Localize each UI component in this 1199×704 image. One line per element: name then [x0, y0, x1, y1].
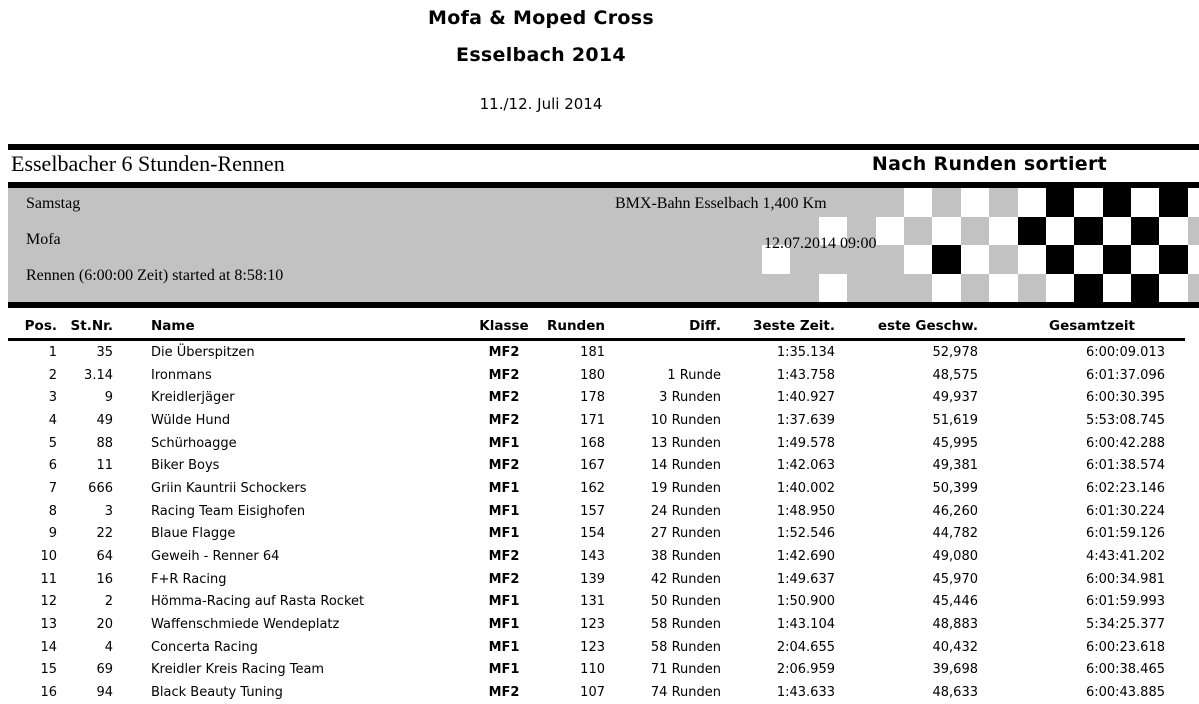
cell-st-nr: 88 [96, 435, 113, 451]
cell-name: Ironmans [151, 367, 212, 383]
header-runden: Runden [533, 308, 611, 340]
cell-runden: 157 [580, 503, 605, 519]
cell-diff: 27 Runden [650, 526, 721, 542]
checker-cell [932, 188, 960, 217]
cell-name: Kreidlerjäger [151, 390, 235, 406]
cell-name: Griin Kauntrii Schockers [151, 480, 307, 496]
checker-cell [762, 274, 790, 303]
cell-klasse: MF2 [488, 685, 520, 701]
cell-name: Racing Team Eisighofen [151, 503, 306, 519]
checker-cell [876, 245, 904, 274]
cell-pos: 2 [48, 367, 57, 383]
checker-cell [961, 188, 989, 217]
table-row [8, 636, 1185, 659]
cell-diff: 58 Runden [650, 617, 721, 633]
cell-beste-zeit: 1:40.002 [776, 480, 835, 496]
cell-beste-zeit: 1:49.578 [776, 435, 835, 451]
cell-name: Waffenschmiede Wendeplatz [151, 617, 340, 633]
table-row [8, 454, 1185, 477]
checker-cell [1159, 274, 1187, 303]
table-row [8, 659, 1185, 682]
cell-klasse: MF2 [488, 344, 520, 360]
cell-name: Geweih - Renner 64 [151, 549, 280, 565]
cell-klasse: MF1 [488, 435, 520, 451]
cell-st-nr: 4 [104, 639, 113, 655]
checker-cell [989, 217, 1017, 246]
cell-klasse: MF1 [488, 617, 520, 633]
table-row [8, 545, 1185, 568]
header-beste-zeit: 3este Zeit. [729, 308, 844, 340]
checker-cell [819, 274, 847, 303]
cell-gesamtzeit: 6:00:38.465 [1085, 662, 1165, 678]
table-row [8, 613, 1185, 636]
cell-klasse: MF1 [488, 662, 520, 678]
header-beste-geschw: este Geschw. [844, 308, 986, 340]
cell-pos: 5 [48, 435, 57, 451]
cell-name: Wülde Hund [151, 412, 231, 428]
cell-runden: 162 [580, 480, 605, 496]
cell-name: Kreidler Kreis Racing Team [151, 662, 325, 678]
cell-runden: 143 [580, 549, 605, 565]
table-row [8, 409, 1185, 432]
cell-pos: 1 [48, 344, 57, 360]
cell-geschw: 49,381 [932, 458, 978, 474]
top-divider-bar [8, 144, 1199, 150]
table-row [8, 364, 1185, 387]
checker-cell [904, 188, 932, 217]
cell-geschw: 48,633 [932, 685, 978, 701]
cell-st-nr: 11 [96, 458, 113, 474]
cell-pos: 10 [40, 549, 57, 565]
cell-name: F+R Racing [151, 571, 227, 587]
cell-beste-zeit: 1:48.950 [776, 503, 835, 519]
race-start-info: Rennen (6:00:00 Zeit) started at 8:58:10 [26, 267, 284, 284]
cell-pos: 11 [40, 571, 57, 587]
cell-runden: 167 [580, 458, 605, 474]
cell-runden: 131 [580, 594, 605, 610]
cell-st-nr: 94 [96, 685, 113, 701]
table-row [8, 386, 1185, 409]
checker-cell [961, 217, 989, 246]
table-row [8, 591, 1185, 614]
cell-beste-zeit: 1:43.758 [776, 367, 835, 383]
cell-name: Black Beauty Tuning [151, 685, 283, 701]
cell-gesamtzeit: 6:01:37.096 [1085, 367, 1165, 383]
cell-beste-zeit: 1:43.104 [776, 617, 835, 633]
cell-gesamtzeit: 5:34:25.377 [1085, 617, 1165, 633]
cell-klasse: MF1 [488, 526, 520, 542]
cell-beste-zeit: 1:35.134 [776, 344, 835, 360]
checker-cell [1131, 274, 1159, 303]
checker-cell [932, 274, 960, 303]
cell-st-nr: 20 [96, 617, 113, 633]
cell-geschw: 51,619 [932, 412, 978, 428]
cell-name: Biker Boys [151, 458, 220, 474]
cell-name: Blaue Flagge [151, 526, 236, 542]
checker-cell [1188, 188, 1199, 217]
cell-runden: 123 [580, 639, 605, 655]
checker-cell [1103, 274, 1131, 303]
cell-beste-zeit: 2:06.959 [776, 662, 835, 678]
cell-st-nr: 3 [104, 503, 113, 519]
cell-diff: 50 Runden [650, 594, 721, 610]
cell-geschw: 45,995 [932, 435, 978, 451]
checker-cell [1074, 245, 1102, 274]
cell-gesamtzeit: 6:01:38.574 [1085, 458, 1165, 474]
cell-gesamtzeit: 6:00:43.885 [1085, 685, 1165, 701]
cell-st-nr: 16 [96, 571, 113, 587]
cell-st-nr: 49 [96, 412, 113, 428]
table-row [8, 477, 1185, 500]
checker-cell [1074, 217, 1102, 246]
cell-klasse: MF2 [488, 571, 520, 587]
cell-pos: 12 [40, 594, 57, 610]
cell-diff [611, 340, 729, 364]
checker-cell [1188, 274, 1199, 303]
cell-runden: 139 [580, 571, 605, 587]
cell-diff: 19 Runden [650, 480, 721, 496]
event-date: 11./12. Juli 2014 [479, 95, 603, 113]
title-block [0, 0, 1082, 113]
cell-klasse: MF2 [488, 549, 520, 565]
checker-cell [932, 217, 960, 246]
header-gesamtzeit: Gesamtzeit [986, 308, 1185, 340]
checker-cell [932, 245, 960, 274]
cell-gesamtzeit: 6:00:34.981 [1085, 571, 1165, 587]
table-row [8, 568, 1185, 591]
checker-cell [1103, 245, 1131, 274]
cell-diff: 24 Runden [650, 503, 721, 519]
cell-runden: 110 [580, 662, 605, 678]
checker-cell [1131, 188, 1159, 217]
checker-cell [1188, 217, 1199, 246]
race-name: Esselbacher 6 Stunden-Rennen [11, 151, 285, 176]
checker-row [762, 274, 1199, 303]
cell-geschw: 45,446 [932, 594, 978, 610]
checker-cell [989, 188, 1017, 217]
cell-runden: 178 [580, 390, 605, 406]
cell-geschw: 52,978 [932, 344, 978, 360]
table-header-row [8, 308, 1185, 340]
cell-st-nr: 666 [88, 480, 113, 496]
cell-diff: 1 Runde [667, 367, 721, 383]
cell-pos: 4 [48, 412, 57, 428]
checker-cell [1074, 274, 1102, 303]
cell-pos: 3 [48, 390, 57, 406]
cell-geschw: 39,698 [932, 662, 978, 678]
checker-cell [1046, 188, 1074, 217]
checker-cell [904, 274, 932, 303]
checker-cell [961, 245, 989, 274]
cell-runden: 107 [580, 685, 605, 701]
checker-cell [876, 188, 904, 217]
cell-beste-zeit: 1:52.546 [776, 526, 835, 542]
cell-runden: 123 [580, 617, 605, 633]
checker-cell [1159, 217, 1187, 246]
checker-cell [904, 217, 932, 246]
cell-st-nr: 2 [104, 594, 113, 610]
cell-diff: 13 Runden [650, 435, 721, 451]
cell-st-nr: 9 [104, 390, 113, 406]
cell-klasse: MF2 [488, 367, 520, 383]
cell-beste-zeit: 1:49.637 [776, 571, 835, 587]
cell-pos: 8 [48, 503, 57, 519]
cell-runden: 168 [580, 435, 605, 451]
cell-pos: 7 [48, 480, 57, 496]
cell-geschw: 44,782 [932, 526, 978, 542]
cell-gesamtzeit: 4:43:41.202 [1085, 549, 1165, 565]
table-row [8, 500, 1185, 523]
cell-diff: 74 Runden [650, 685, 721, 701]
cell-klasse: MF2 [488, 458, 520, 474]
results-table [8, 308, 1185, 704]
cell-st-nr: 22 [96, 526, 113, 542]
header-name: Name [115, 308, 475, 340]
checker-cell [790, 274, 818, 303]
checker-cell [989, 245, 1017, 274]
cell-gesamtzeit: 6:00:09.013 [1085, 344, 1165, 360]
table-row [8, 340, 1185, 364]
cell-beste-zeit: 2:04.655 [776, 639, 835, 655]
cell-runden: 154 [580, 526, 605, 542]
cell-name: Schürhoagge [151, 435, 237, 451]
checker-cell [1131, 217, 1159, 246]
header-diff: Diff. [611, 308, 729, 340]
cell-beste-zeit: 1:50.900 [776, 594, 835, 610]
cell-pos: 6 [48, 458, 57, 474]
cell-gesamtzeit: 6:00:42.288 [1085, 435, 1165, 451]
cell-diff: 42 Runden [650, 571, 721, 587]
table-row [8, 432, 1185, 455]
cell-geschw: 40,432 [932, 639, 978, 655]
cell-st-nr: 69 [96, 662, 113, 678]
cell-st-nr: 35 [96, 344, 113, 360]
cell-gesamtzeit: 6:00:30.395 [1085, 390, 1165, 406]
cell-st-nr: 3.14 [84, 367, 113, 383]
race-datetime: 12.07.2014 09:00 [764, 235, 877, 252]
checker-cell [904, 245, 932, 274]
cell-pos: 13 [40, 617, 57, 633]
race-day: Samstag [26, 195, 81, 212]
cell-runden: 171 [580, 412, 605, 428]
checker-cell [876, 217, 904, 246]
event-title-line1: Mofa & Moped Cross [428, 7, 654, 29]
cell-geschw: 50,399 [932, 480, 978, 496]
cell-geschw: 49,080 [932, 549, 978, 565]
cell-klasse: MF1 [488, 594, 520, 610]
checker-cell [1188, 245, 1199, 274]
cell-gesamtzeit: 6:02:23.146 [1085, 480, 1165, 496]
cell-pos: 14 [40, 639, 57, 655]
cell-beste-zeit: 1:43.633 [776, 685, 835, 701]
cell-geschw: 45,970 [932, 571, 978, 587]
cell-klasse: MF1 [488, 639, 520, 655]
cell-beste-zeit: 1:40.927 [776, 390, 835, 406]
table-row [8, 523, 1185, 546]
checker-cell [989, 274, 1017, 303]
cell-beste-zeit: 1:42.063 [776, 458, 835, 474]
cell-diff: 71 Runden [650, 662, 721, 678]
checker-cell [1018, 188, 1046, 217]
cell-klasse: MF1 [488, 503, 520, 519]
checker-cell [1103, 188, 1131, 217]
cell-name: Hömma-Racing auf Rasta Rocket [151, 594, 365, 610]
cell-geschw: 48,575 [932, 367, 978, 383]
table-row [8, 681, 1185, 704]
cell-pos: 15 [40, 662, 57, 678]
cell-diff: 14 Runden [650, 458, 721, 474]
checker-cell [1159, 245, 1187, 274]
header-st-nr: St.Nr. [60, 308, 115, 340]
checker-cell [847, 274, 875, 303]
cell-klasse: MF2 [488, 412, 520, 428]
cell-name: Concerta Racing [151, 639, 258, 655]
checker-cell [1046, 217, 1074, 246]
header-pos: Pos. [8, 308, 60, 340]
checker-row [762, 188, 1199, 217]
cell-diff: 38 Runden [650, 549, 721, 565]
cell-st-nr: 64 [96, 549, 113, 565]
cell-pos: 16 [40, 685, 57, 701]
checker-cell [876, 274, 904, 303]
cell-klasse: MF1 [488, 480, 520, 496]
cell-runden: 181 [580, 344, 605, 360]
checker-cell [1046, 245, 1074, 274]
cell-geschw: 46,260 [932, 503, 978, 519]
cell-pos: 9 [48, 526, 57, 542]
checker-cell [1018, 274, 1046, 303]
checker-cell [1018, 245, 1046, 274]
cell-geschw: 48,883 [932, 617, 978, 633]
cell-diff: 58 Runden [650, 639, 721, 655]
checker-cell [1074, 188, 1102, 217]
cell-beste-zeit: 1:37.639 [776, 412, 835, 428]
cell-name: Die Überspitzen [151, 344, 255, 360]
checker-cell [1159, 188, 1187, 217]
cell-gesamtzeit: 6:00:23.618 [1085, 639, 1165, 655]
checker-cell [1046, 274, 1074, 303]
checker-cell [847, 188, 875, 217]
header-klasse: Klasse [475, 308, 533, 340]
checker-cell [1018, 217, 1046, 246]
checker-cell [961, 274, 989, 303]
cell-gesamtzeit: 6:01:59.126 [1085, 526, 1165, 542]
cell-diff: 3 Runden [659, 390, 721, 406]
sort-order-label: Nach Runden sortiert [871, 153, 1107, 175]
cell-diff: 10 Runden [650, 412, 721, 428]
cell-gesamtzeit: 6:01:59.993 [1085, 594, 1165, 610]
cell-gesamtzeit: 5:53:08.745 [1085, 412, 1165, 428]
checker-cell [1103, 217, 1131, 246]
event-title-line2: Esselbach 2014 [456, 44, 626, 66]
cell-beste-zeit: 1:42.690 [776, 549, 835, 565]
vehicle-class: Mofa [26, 231, 61, 248]
checker-cell [1131, 245, 1159, 274]
cell-geschw: 49,937 [932, 390, 978, 406]
race-info-band [8, 188, 1199, 302]
cell-runden: 180 [580, 367, 605, 383]
cell-gesamtzeit: 6:01:30.224 [1085, 503, 1165, 519]
track-info: BMX-Bahn Esselbach 1,400 Km [615, 195, 827, 212]
cell-klasse: MF2 [488, 390, 520, 406]
